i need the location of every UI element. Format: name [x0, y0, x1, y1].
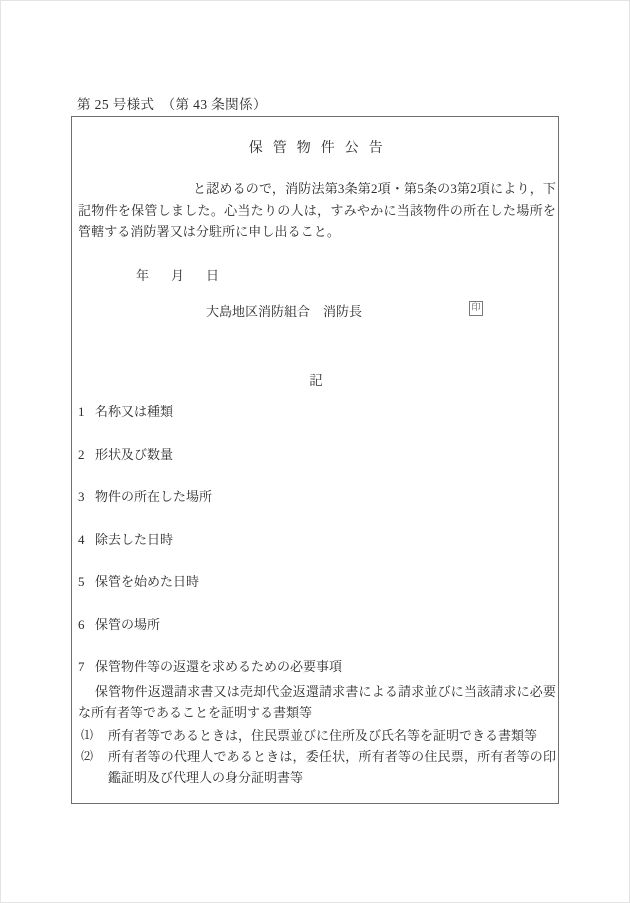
- item-label: 名称又は種類: [95, 404, 174, 419]
- list-item: [78, 487, 556, 507]
- title-char-1: 保: [248, 141, 273, 156]
- date-line: [136, 265, 219, 284]
- form-frame-box: [71, 116, 559, 804]
- item-label: 保管の場所: [95, 616, 161, 632]
- item-number: 7: [78, 659, 85, 674]
- ki-notation: 記: [309, 373, 323, 388]
- date-month-label: 月: [171, 268, 185, 283]
- sub-item-marker: ⑵: [81, 749, 94, 763]
- sub-list-item: [78, 725, 556, 746]
- form-frame-content: [72, 117, 560, 805]
- item-label: 保管物件等の返還を求めるための必要事項: [95, 659, 343, 674]
- sub-item-text: 所有者等であるときは，住民票並びに住所及び氏名等を証明できる書類等: [108, 728, 538, 743]
- item-7-sub-list: [78, 725, 556, 788]
- title-char-6: 告: [368, 141, 384, 156]
- list-item: [78, 530, 556, 550]
- title-char-3: 物: [296, 141, 321, 156]
- list-item: [78, 572, 556, 592]
- item-number: 3: [78, 489, 85, 504]
- seal-stamp-icon: 印: [469, 301, 483, 316]
- items-list: [78, 402, 556, 788]
- title-char-4: 件: [320, 141, 345, 156]
- item-label: 形状及び数量: [95, 446, 174, 462]
- item-label: 物件の所在した場所: [95, 489, 213, 504]
- item-label: 保管を始めた日時: [95, 574, 200, 589]
- item-number: 1: [78, 404, 85, 419]
- item-number: 6: [78, 616, 85, 632]
- body-paragraph: と認めるので，消防法第3条第2項・第5条の3第2項により，下記物件を保管しました。心当たりの人は，すみやかに当該物件の所在した場所を管轄する消防署又は分駐所に申し出ること。: [78, 181, 556, 239]
- list-item: [78, 402, 556, 422]
- list-item: [78, 445, 556, 465]
- item-7-description: 保管物件返還請求書又は売却代金返還請求書による請求並びに当該請求に必要な所有者等であることを証明する書類等: [78, 684, 556, 720]
- item-label: 除去した日時: [95, 531, 174, 547]
- sub-list-item: [78, 746, 556, 788]
- list-item-7: [78, 657, 556, 677]
- sub-item-marker: ⑴: [81, 728, 94, 742]
- date-year-label: 年: [136, 268, 150, 283]
- list-item: [78, 615, 556, 635]
- title-char-5: 公: [344, 141, 369, 156]
- document-title: [72, 137, 560, 157]
- item-number: 2: [78, 446, 85, 462]
- form-number-label: 第 25 号様式 （第 43 条関係）: [77, 97, 267, 112]
- date-day-label: 日: [206, 268, 220, 283]
- item-number: 5: [78, 574, 85, 589]
- item-number: 4: [78, 531, 85, 547]
- issuer-name: 大島地区消防組合 消防長: [206, 304, 363, 319]
- title-char-2: 管: [272, 141, 297, 156]
- sub-item-text: 所有者等の代理人であるときは，委任状，所有者等の住民票，所有者等の印鑑証明及び代理人の身分証明書等: [108, 749, 556, 785]
